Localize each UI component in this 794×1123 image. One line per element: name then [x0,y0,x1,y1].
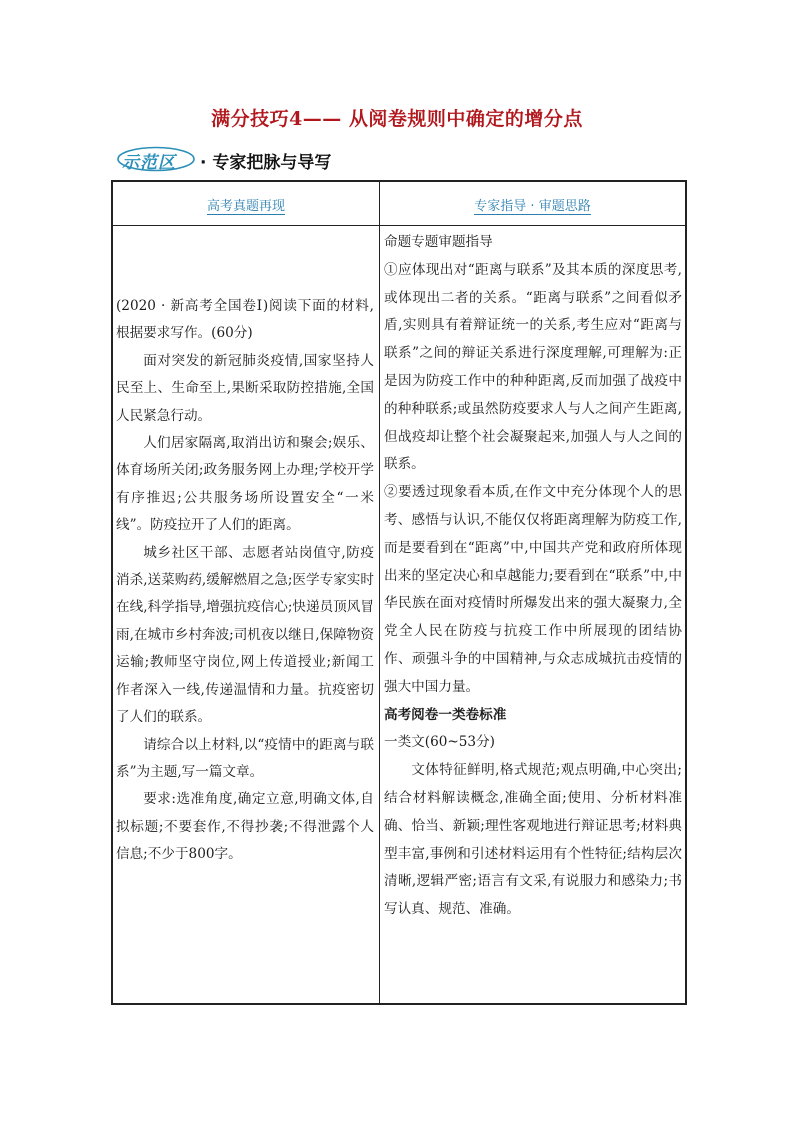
task-requirements: 要求:选准角度,确定立意,明确文体,自拟标题;不要套作,不得抄袭;不得泄露个人信息;不少于800字。 [116,791,374,863]
header-divider [113,225,685,226]
material-paragraph: 人们居家隔离,取消出访和聚会;娱乐、体育场所关闭;政务服务网上办理;学校开学有序推迟;公共服务场所设置安全“一米线”。防疫拉开了人们的距离。 [116,435,374,534]
left-header-text: 高考真题再现 [206,199,285,214]
grade-level: 一类文(60~53分) [384,734,495,751]
material-paragraph: 面对突发的新冠肺炎疫情,国家坚持人民至上、生命至上,果断采取防控措施,全国人民紧急行动。 [116,352,374,424]
guidance-point-1: ①应体现出对“距离与联系”及其本质的深度思考,或体现出二者的关系。“距离与联系”之间看似矛盾,实则具有着辩证统一的关系,考生应对“距离与联系”之间的辩证关系进行深度理解,可理解为:正是因为防疫工作中的种种距离,反而加强了战疫中的种种联系;或虽然防疫要求人与人之间产生距离,但战疫却让整个社会凝聚起来,加强人与人之间的联系。 [384,261,682,473]
guidance-point-2: ②要透过现象看本质,在作文中充分体现个人的思考、感悟与认识,不能仅仅将距离理解为防疫工作,而是要看到在“距离”中,中国共产党和政府所体现出来的坚定决心和卓越能力;要看到在“联系”中,中华民族在面对疫情时所爆发出来的强大凝聚力,全党全人民在防疫与抗疫工作中所展现的团结协作、顽强斗争的中国精神,与众志成城抗击疫情的强大中国力量。 [384,484,682,695]
page-title: 满分技巧4—— 从阅卷规则中确定的增分点 [211,108,583,130]
task-instruction: 请综合以上材料,以“疫情中的距离与联系”为主题,写一篇文章。 [116,736,374,780]
section-badge: 示范区 [122,153,176,173]
guidance-heading: 命题专题审题指导 [384,234,493,250]
column-divider [379,182,380,1003]
grading-standard-heading: 高考阅卷一类卷标准 [384,706,507,723]
left-column-header [113,195,379,214]
right-column-header [380,195,685,214]
material-paragraph: 城乡社区干部、志愿者站岗值守,防疫消杀,送菜购药,缓解燃眉之急;医学专家实时在线,科学指导,增强抗疫信心;快递员顶风冒雨,在城市乡村奔波;司机夜以继日,保障物资运输;教师坚守岗位,网上传道授业;新闻工作者深入一线,传递温情和力量。抗疫密切了人们的联系。 [116,544,374,726]
expert-guidance-column [384,229,682,924]
right-header-text: 专家指导 · 审题思路 [474,199,591,214]
guide-table [111,180,687,1005]
exam-question-column [116,293,374,869]
section-label: · 专家把脉与导写 [200,153,332,173]
question-source: (2020 · 新高考全国卷Ⅰ)阅读下面的材料,根据要求写作。(60分) [116,298,374,342]
grading-criteria: 文体特征鲜明,格式规范;观点明确,中心突出;结合材料解读概念,准确全面;使用、分析材料准确、恰当、新颖;理性客观地进行辩证思考;材料典型丰富,事例和引述材料运用有个性特征;结构层次清晰,逻辑严密;语言有文采,有说服力和感染力;书写认真、规范、准确。 [384,762,682,918]
section-header [112,145,692,173]
